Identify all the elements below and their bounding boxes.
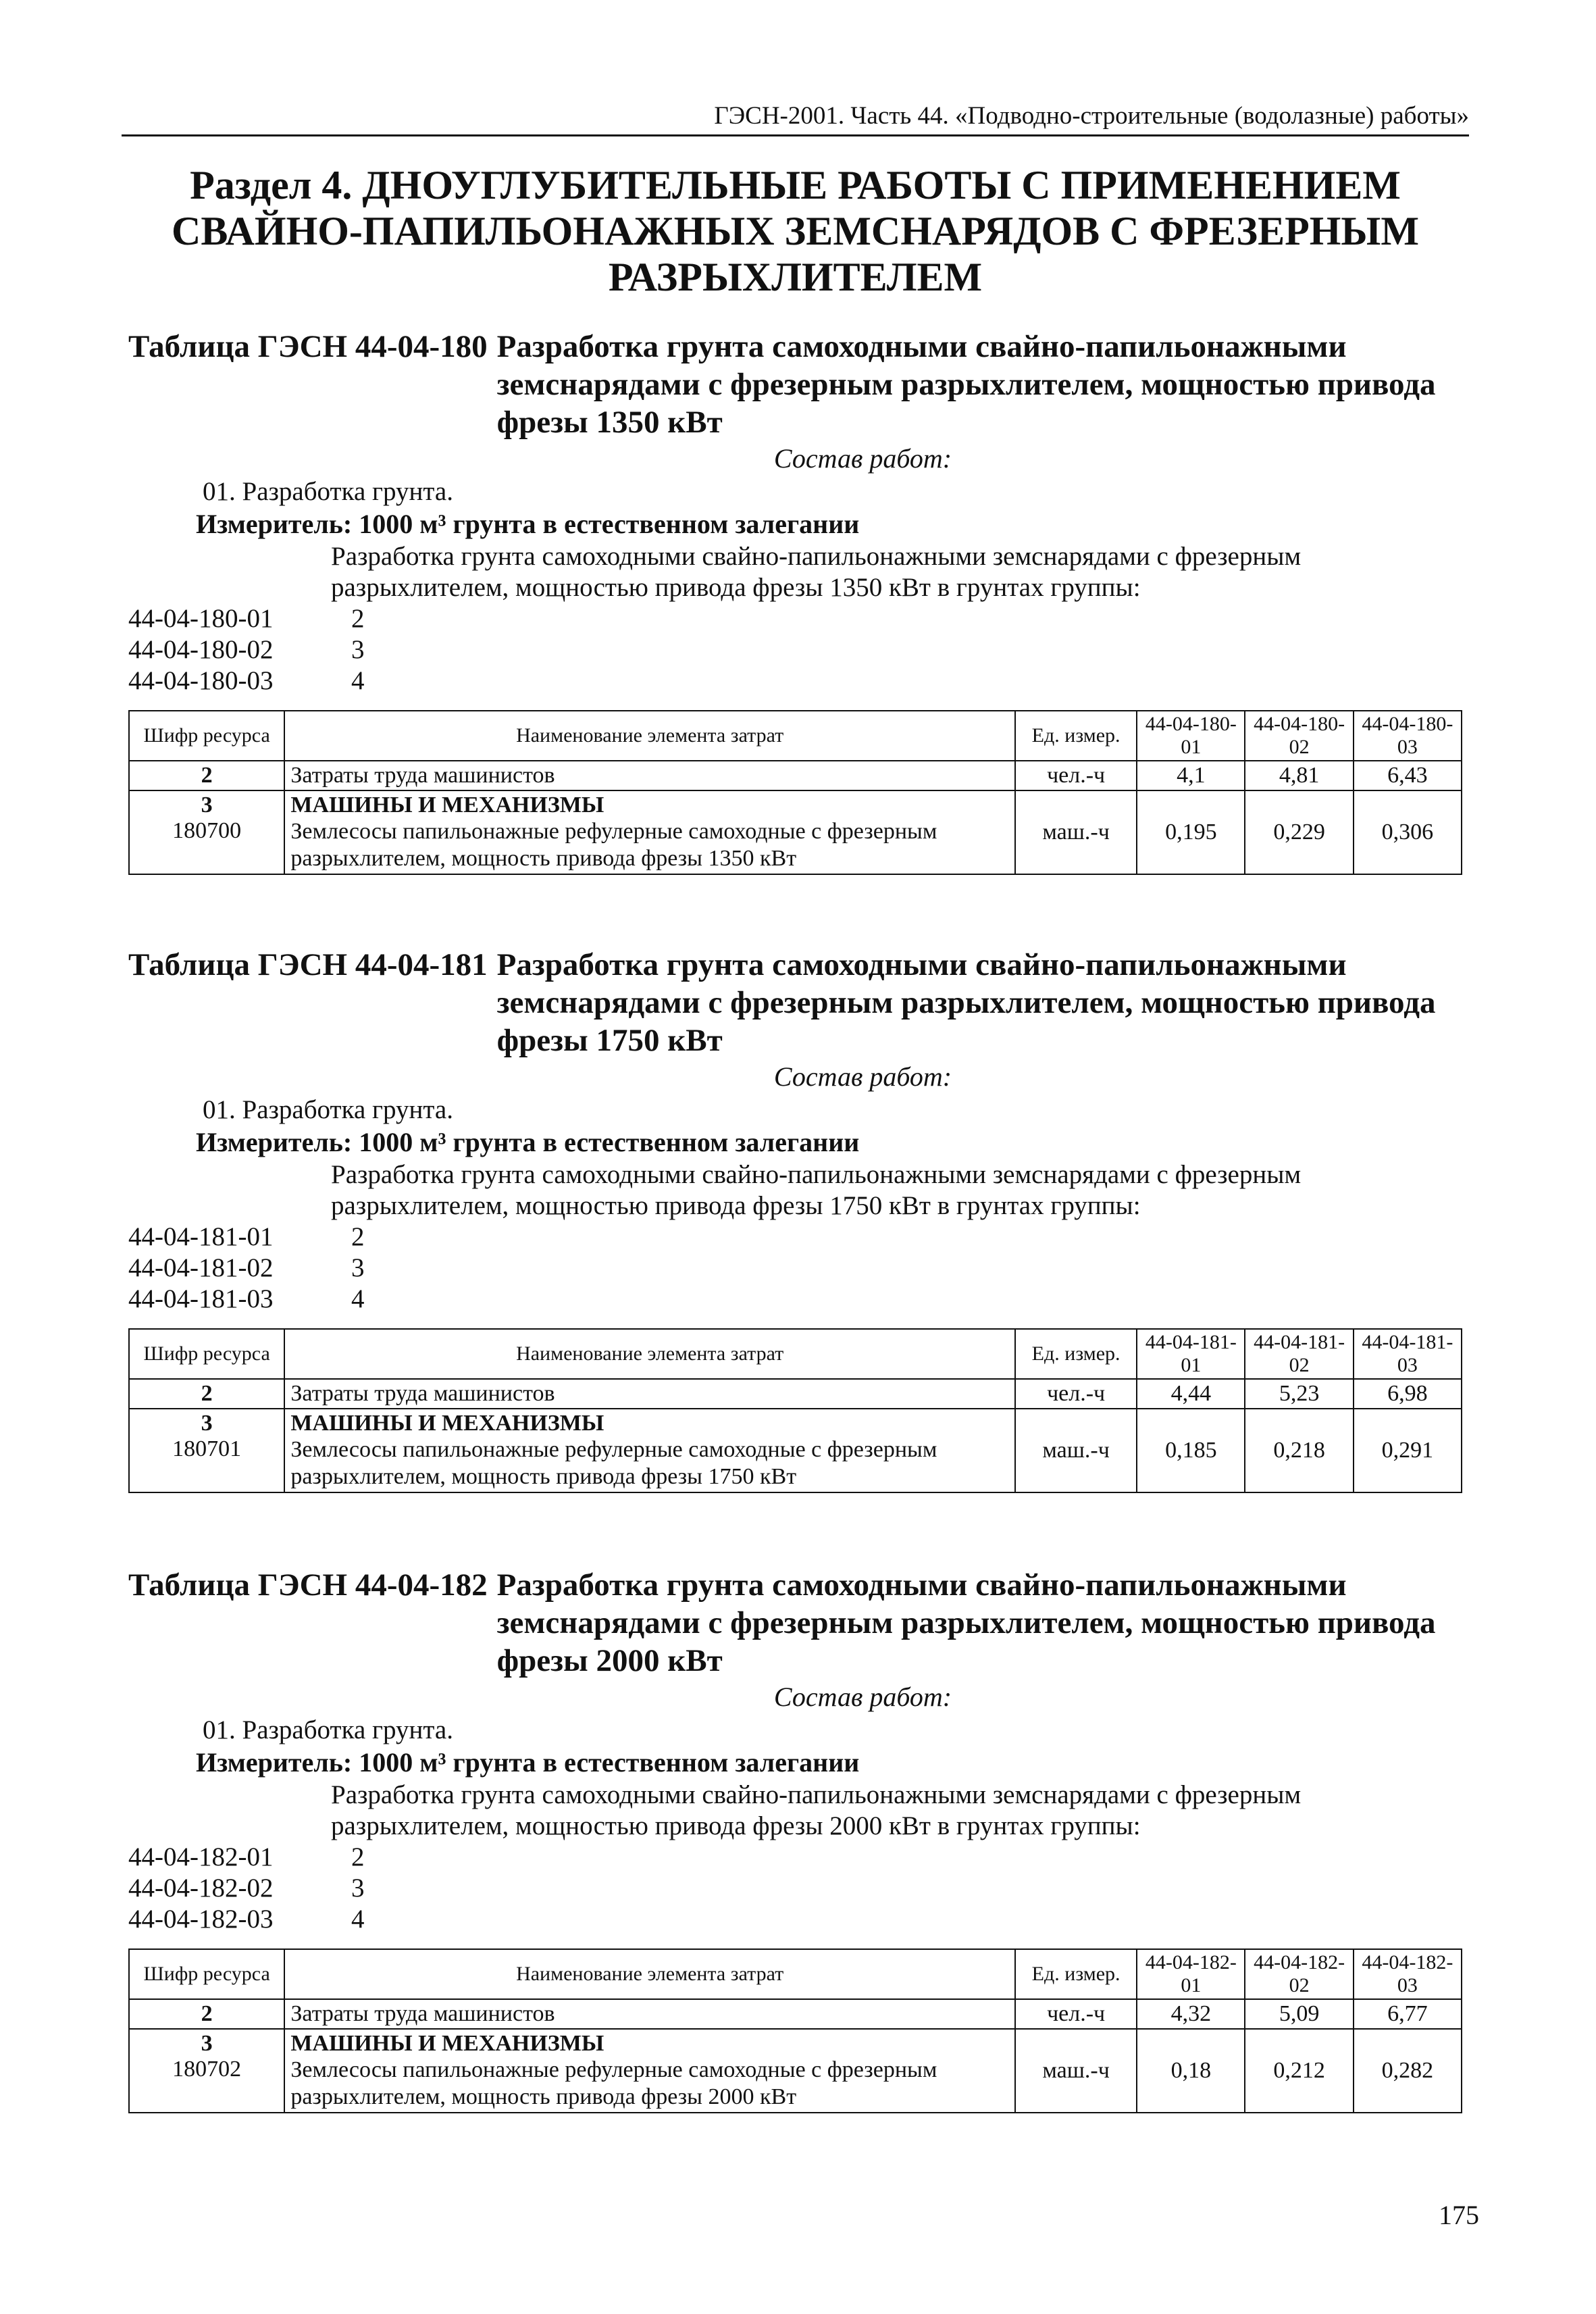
- code-row: [128, 603, 1462, 634]
- norm-description: Разработка грунта самоходными свайно-папильонажными земснарядами с фрезерным разрыхлителем, мощностью привода фрезы 2000 кВт в грунтах группы:: [331, 1780, 1302, 1840]
- cell-value: 4,44: [1137, 1379, 1245, 1409]
- norm-code: 44-04-180-03: [128, 666, 274, 695]
- cell-value: 0,212: [1245, 2029, 1353, 2113]
- cell-unit: чел.-ч: [1015, 1999, 1137, 2029]
- resource-name: Землесосы папильонажные рефулерные самоходные с фрезерным разрыхлителем, мощность привода фрезы 1750 кВт: [290, 1437, 937, 1489]
- header-unit: Ед. измер.: [1015, 1329, 1137, 1379]
- resource-table: [128, 710, 1462, 875]
- cell-value: 0,291: [1354, 1409, 1462, 1492]
- cell-value: 4,81: [1245, 761, 1353, 790]
- cell-unit: маш.-ч: [1015, 2029, 1137, 2113]
- soil-group: 2: [351, 1842, 365, 1871]
- cell-unit: чел.-ч: [1015, 1379, 1137, 1409]
- code-row: [128, 1842, 1462, 1873]
- group-heading: МАШИНЫ И МЕХАНИЗМЫ: [290, 1411, 604, 1436]
- code-row: [128, 1253, 1462, 1284]
- header-cipher: Шифр ресурса: [129, 1329, 284, 1379]
- soil-group: 4: [351, 1905, 365, 1934]
- cell-cipher: [129, 1409, 284, 1492]
- cell-value: 6,98: [1354, 1379, 1462, 1409]
- cell-value: 4,1: [1137, 761, 1245, 790]
- header-norm-3: 44-04-182-03: [1354, 1949, 1462, 1999]
- resource-code: 180701: [172, 1436, 242, 1461]
- table-row: [129, 2029, 1462, 2113]
- soil-group: 3: [351, 1253, 365, 1282]
- cell-unit: чел.-ч: [1015, 761, 1137, 790]
- header-unit: Ед. измер.: [1015, 711, 1137, 761]
- table-header-row: [129, 1949, 1462, 1999]
- table-title: [128, 328, 1462, 441]
- cell-value: 6,43: [1354, 761, 1462, 790]
- norm-codes: [128, 603, 1462, 697]
- table-title: [128, 946, 1462, 1059]
- header-norm-3: 44-04-180-03: [1354, 711, 1462, 761]
- resource-table: [128, 1328, 1462, 1493]
- header-norm-1: 44-04-182-01: [1137, 1949, 1245, 1999]
- soil-group: 4: [351, 666, 365, 695]
- cell-unit: маш.-ч: [1015, 1409, 1137, 1492]
- group-heading: МАШИНЫ И МЕХАНИЗМЫ: [290, 2031, 604, 2056]
- table-title-code: Таблица ГЭСН 44-04-180: [128, 329, 488, 364]
- work-item: 01. Разработка грунта.: [203, 477, 453, 506]
- table-header-row: [129, 711, 1462, 761]
- cell-name: [284, 790, 1015, 874]
- table-header-row: [129, 1329, 1462, 1379]
- header-norm-2: 44-04-182-02: [1245, 1949, 1353, 1999]
- cell-name: Затраты труда машинистов: [284, 1379, 1015, 1409]
- cell-value: 0,218: [1245, 1409, 1353, 1492]
- work-composition-label: Состав работ:: [773, 443, 952, 474]
- code-row: [128, 634, 1462, 665]
- table-row: [129, 1379, 1462, 1409]
- cipher-group: 3: [201, 1411, 213, 1436]
- resource-table: [128, 1948, 1462, 2113]
- resource-name: Землесосы папильонажные рефулерные самоходные с фрезерным разрыхлителем, мощность привода фрезы 2000 кВт: [290, 2057, 937, 2109]
- cell-value: 6,77: [1354, 1999, 1462, 2029]
- code-row: [128, 1284, 1462, 1315]
- cell-value: 0,229: [1245, 790, 1353, 874]
- norm-block-180: [128, 328, 1462, 875]
- table-row: [129, 1999, 1462, 2029]
- cell-cipher: 2: [129, 761, 284, 790]
- cell-cipher: [129, 790, 284, 874]
- cell-value: 0,18: [1137, 2029, 1245, 2113]
- soil-group: 2: [351, 1222, 365, 1251]
- norm-description: Разработка грунта самоходными свайно-папильонажными земснарядами с фрезерным разрыхлителем, мощностью привода фрезы 1350 кВт в грунтах группы:: [331, 542, 1302, 602]
- norm-codes: [128, 1842, 1462, 1935]
- norm-code: 44-04-182-02: [128, 1873, 274, 1903]
- code-row: [128, 665, 1462, 697]
- cell-value: 0,282: [1354, 2029, 1462, 2113]
- resource-name: Землесосы папильонажные рефулерные самоходные с фрезерным разрыхлителем, мощность привода фрезы 1350 кВт: [290, 819, 937, 871]
- code-row: [128, 1904, 1462, 1935]
- header-name: Наименование элемента затрат: [284, 1329, 1015, 1379]
- cell-cipher: 2: [129, 1379, 284, 1409]
- cell-name: [284, 1409, 1015, 1492]
- cipher-group: 3: [201, 2031, 213, 2056]
- measurement-unit: Измеритель: 1000 м³ грунта в естественном залегании: [196, 509, 860, 539]
- table-title-code: Таблица ГЭСН 44-04-181: [128, 947, 488, 982]
- header-norm-3: 44-04-181-03: [1354, 1329, 1462, 1379]
- cell-name: [284, 2029, 1015, 2113]
- resource-code: 180702: [172, 2057, 242, 2082]
- header-norm-2: 44-04-181-02: [1245, 1329, 1353, 1379]
- header-name: Наименование элемента затрат: [284, 1949, 1015, 1999]
- norm-codes: [128, 1222, 1462, 1315]
- table-title-text: Разработка грунта самоходными свайно-папильонажными земснарядами с фрезерным разрыхлителем, мощностью привода фрезы 2000 кВт: [496, 1567, 1436, 1678]
- resource-code: 180700: [172, 818, 242, 843]
- header-norm-1: 44-04-181-01: [1137, 1329, 1245, 1379]
- norm-block-181: [128, 946, 1462, 1493]
- table-title: [128, 1566, 1462, 1680]
- soil-group: 2: [351, 604, 365, 633]
- table-title-text: Разработка грунта самоходными свайно-папильонажными земснарядами с фрезерным разрыхлителем, мощностью привода фрезы 1350 кВт: [496, 329, 1436, 440]
- cell-unit: маш.-ч: [1015, 790, 1137, 874]
- work-item: 01. Разработка грунта.: [203, 1095, 453, 1124]
- norm-code: 44-04-181-03: [128, 1284, 274, 1313]
- cipher-group: 3: [201, 793, 213, 818]
- cell-name: Затраты труда машинистов: [284, 1999, 1015, 2029]
- table-title-text: Разработка грунта самоходными свайно-папильонажными земснарядами с фрезерным разрыхлителем, мощностью привода фрезы 1750 кВт: [496, 947, 1436, 1058]
- cell-value: 5,23: [1245, 1379, 1353, 1409]
- table-row: [129, 761, 1462, 790]
- page-number: 175: [1439, 2200, 1479, 2230]
- cell-cipher: 2: [129, 1999, 284, 2029]
- table-row: [129, 790, 1462, 874]
- cell-value: 0,195: [1137, 790, 1245, 874]
- code-row: [128, 1222, 1462, 1253]
- work-item: 01. Разработка грунта.: [203, 1715, 453, 1744]
- header-norm-1: 44-04-180-01: [1137, 711, 1245, 761]
- soil-group: 3: [351, 1873, 365, 1903]
- table-row: [129, 1409, 1462, 1492]
- norm-code: 44-04-181-01: [128, 1222, 274, 1251]
- norm-code: 44-04-180-01: [128, 604, 274, 633]
- header-cipher: Шифр ресурса: [129, 711, 284, 761]
- measurement-unit: Измеритель: 1000 м³ грунта в естественном залегании: [196, 1127, 860, 1157]
- work-composition-label: Состав работ:: [773, 1061, 952, 1092]
- header-name: Наименование элемента затрат: [284, 711, 1015, 761]
- cell-value: 0,185: [1137, 1409, 1245, 1492]
- section-title: Раздел 4. ДНОУГЛУБИТЕЛЬНЫЕ РАБОТЫ С ПРИМЕНЕНИЕМ СВАЙНО-ПАПИЛЬОНАЖНЫХ ЗЕМСНАРЯДОВ С ФРЕЗЕРНЫМ РАЗРЫХЛИТЕЛЕМ: [172, 163, 1419, 299]
- cell-value: 0,306: [1354, 790, 1462, 874]
- page-header: ГЭСН-2001. Часть 44. «Подводно-строительные (водолазные) работы»: [122, 101, 1469, 136]
- table-title-code: Таблица ГЭСН 44-04-182: [128, 1567, 488, 1603]
- soil-group: 4: [351, 1284, 365, 1313]
- header-cipher: Шифр ресурса: [129, 1949, 284, 1999]
- measurement-unit: Измеритель: 1000 м³ грунта в естественном залегании: [196, 1747, 860, 1778]
- norm-code: 44-04-180-02: [128, 635, 274, 664]
- cell-value: 4,32: [1137, 1999, 1245, 2029]
- work-composition-label: Состав работ:: [773, 1682, 952, 1712]
- soil-group: 3: [351, 635, 365, 664]
- norm-code: 44-04-181-02: [128, 1253, 274, 1282]
- code-row: [128, 1873, 1462, 1904]
- cell-name: Затраты труда машинистов: [284, 761, 1015, 790]
- cell-cipher: [129, 2029, 284, 2113]
- cell-value: 5,09: [1245, 1999, 1353, 2029]
- group-heading: МАШИНЫ И МЕХАНИЗМЫ: [290, 793, 604, 818]
- norm-description: Разработка грунта самоходными свайно-папильонажными земснарядами с фрезерным разрыхлителем, мощностью привода фрезы 1750 кВт в грунтах группы:: [331, 1160, 1302, 1220]
- header-norm-2: 44-04-180-02: [1245, 711, 1353, 761]
- norm-code: 44-04-182-03: [128, 1905, 274, 1934]
- header-unit: Ед. измер.: [1015, 1949, 1137, 1999]
- norm-code: 44-04-182-01: [128, 1842, 274, 1871]
- norm-block-182: [128, 1566, 1462, 2113]
